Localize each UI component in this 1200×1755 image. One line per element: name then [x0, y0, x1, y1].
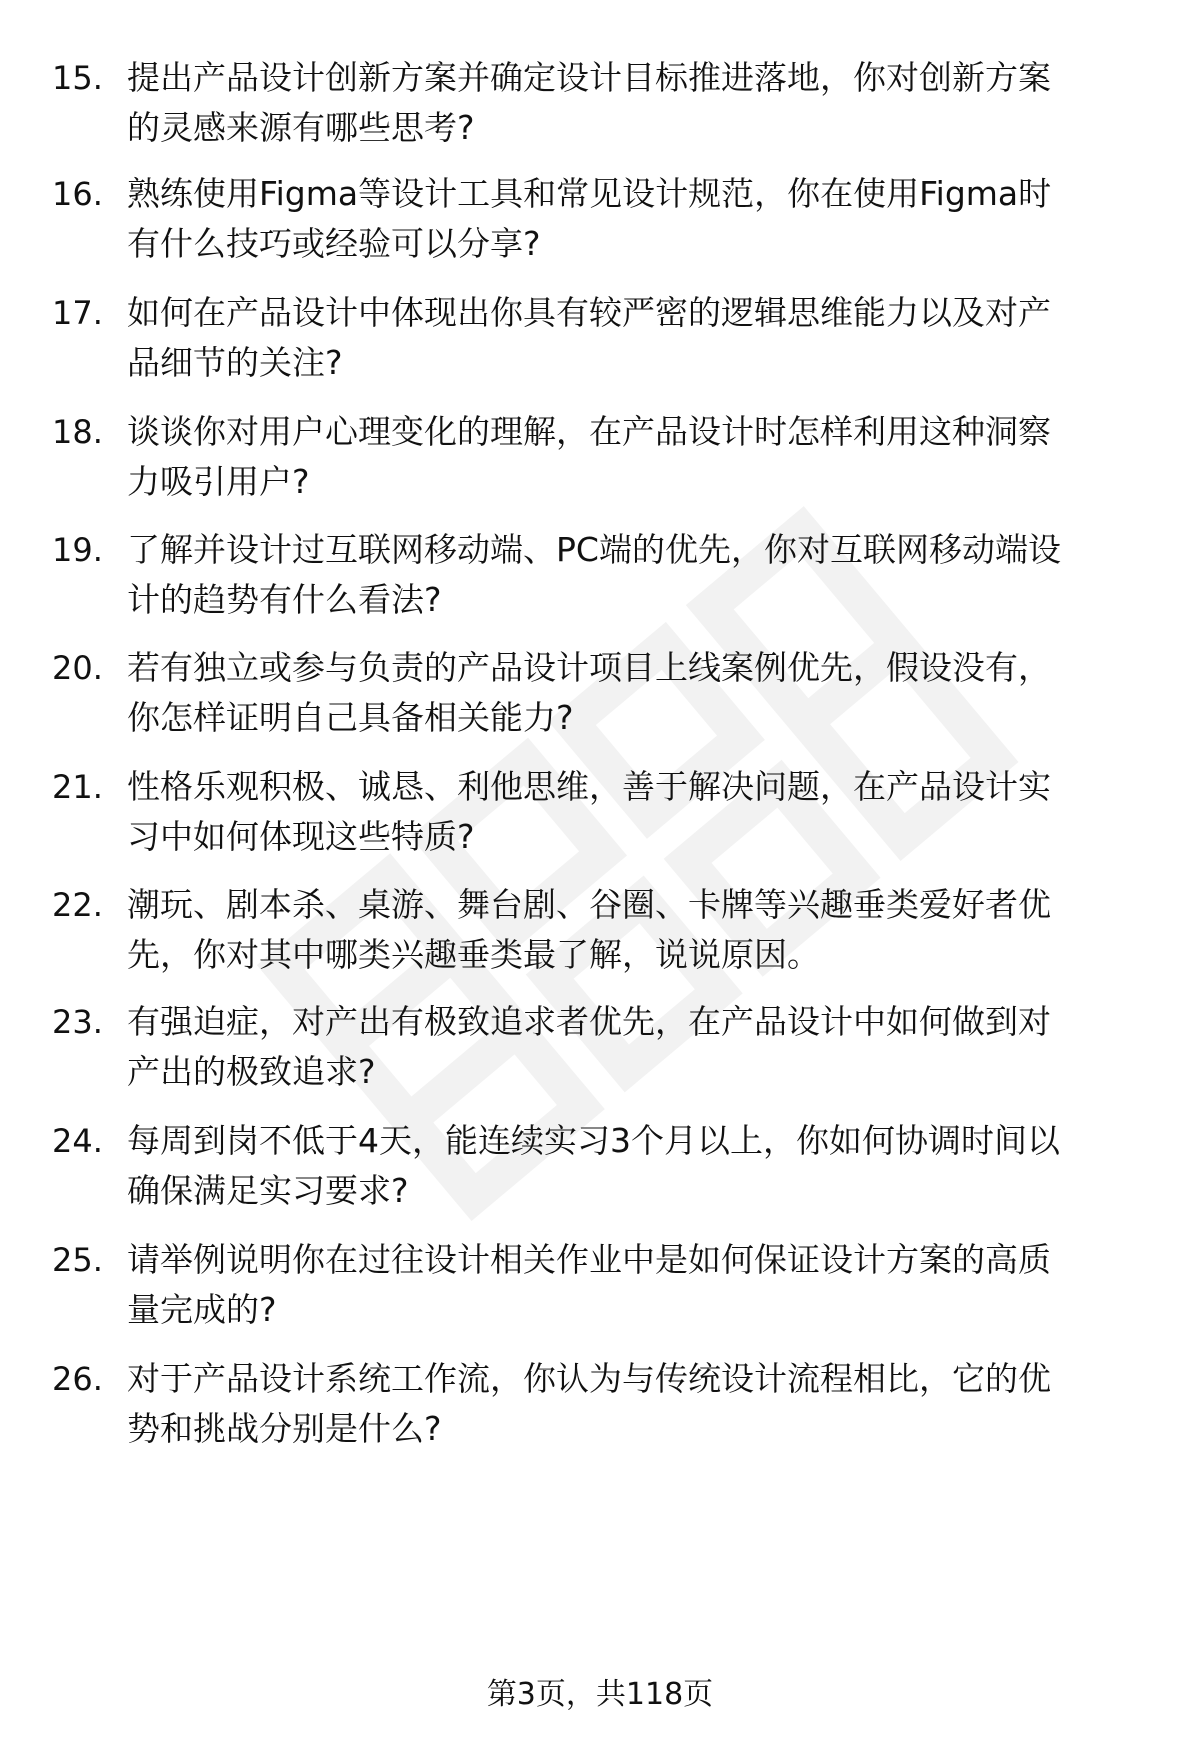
question-number: 15. — [52, 59, 103, 97]
question-item — [0, 1354, 1200, 1454]
question-item — [0, 169, 1200, 269]
question-item — [0, 1235, 1200, 1335]
question-number: 17. — [52, 294, 103, 332]
question-text: 熟练使用Figma等设计工具和常见设计规范，你在使用Figma时 有什么技巧或经验可以分享? — [127, 174, 1052, 263]
question-item — [0, 407, 1200, 507]
question-text: 提出产品设计创新方案并确定设计目标推进落地，你对创新方案 的灵感来源有哪些思考? — [127, 58, 1051, 147]
question-item — [0, 53, 1200, 153]
question-number: 23. — [52, 1003, 103, 1041]
question-item — [0, 1116, 1200, 1216]
question-number: 19. — [52, 531, 103, 569]
question-item — [0, 643, 1200, 743]
question-number: 20. — [52, 649, 103, 687]
question-text: 请举例说明你在过往设计相关作业中是如何保证设计方案的高质 量完成的? — [127, 1240, 1051, 1329]
question-text: 每周到岗不低于4天，能连续实习3个月以上，你如何协调时间以 确保满足实习要求? — [127, 1121, 1060, 1210]
question-item — [0, 762, 1200, 862]
question-text: 如何在产品设计中体现出你具有较严密的逻辑思维能力以及对产 品细节的关注? — [127, 293, 1051, 382]
question-number: 25. — [52, 1241, 103, 1279]
question-text: 性格乐观积极、诚恳、利他思维，善于解决问题，在产品设计实 习中如何体现这些特质? — [127, 767, 1051, 856]
question-text: 谈谈你对用户心理变化的理解，在产品设计时怎样利用这种洞察 力吸引用户? — [127, 412, 1051, 501]
question-text: 了解并设计过互联网移动端、PC端的优先，你对互联网移动端设 计的趋势有什么看法? — [127, 530, 1061, 619]
question-number: 26. — [52, 1360, 103, 1398]
question-item — [0, 288, 1200, 388]
question-text: 若有独立或参与负责的产品设计项目上线案例优先，假设没有， 你怎样证明自己具备相关能力? — [127, 648, 1051, 737]
question-item — [0, 997, 1200, 1097]
question-item — [0, 525, 1200, 625]
page-footer: 第3页，共118页 — [486, 1677, 714, 1712]
question-item — [0, 880, 1200, 980]
question-number: 21. — [52, 768, 103, 806]
question-number: 18. — [52, 413, 103, 451]
question-text: 有强迫症，对产出有极致追求者优先，在产品设计中如何做到对 产出的极致追求? — [127, 1002, 1051, 1091]
question-number: 16. — [52, 175, 103, 213]
question-number: 22. — [52, 886, 103, 924]
question-number: 24. — [52, 1122, 103, 1160]
question-text: 潮玩、剧本杀、桌游、舞台剧、谷圈、卡牌等兴趣垂类爱好者优 先，你对其中哪类兴趣垂类最了解，说说原因。 — [127, 885, 1051, 974]
question-text: 对于产品设计系统工作流，你认为与传统设计流程相比，它的优 势和挑战分别是什么? — [127, 1359, 1051, 1448]
